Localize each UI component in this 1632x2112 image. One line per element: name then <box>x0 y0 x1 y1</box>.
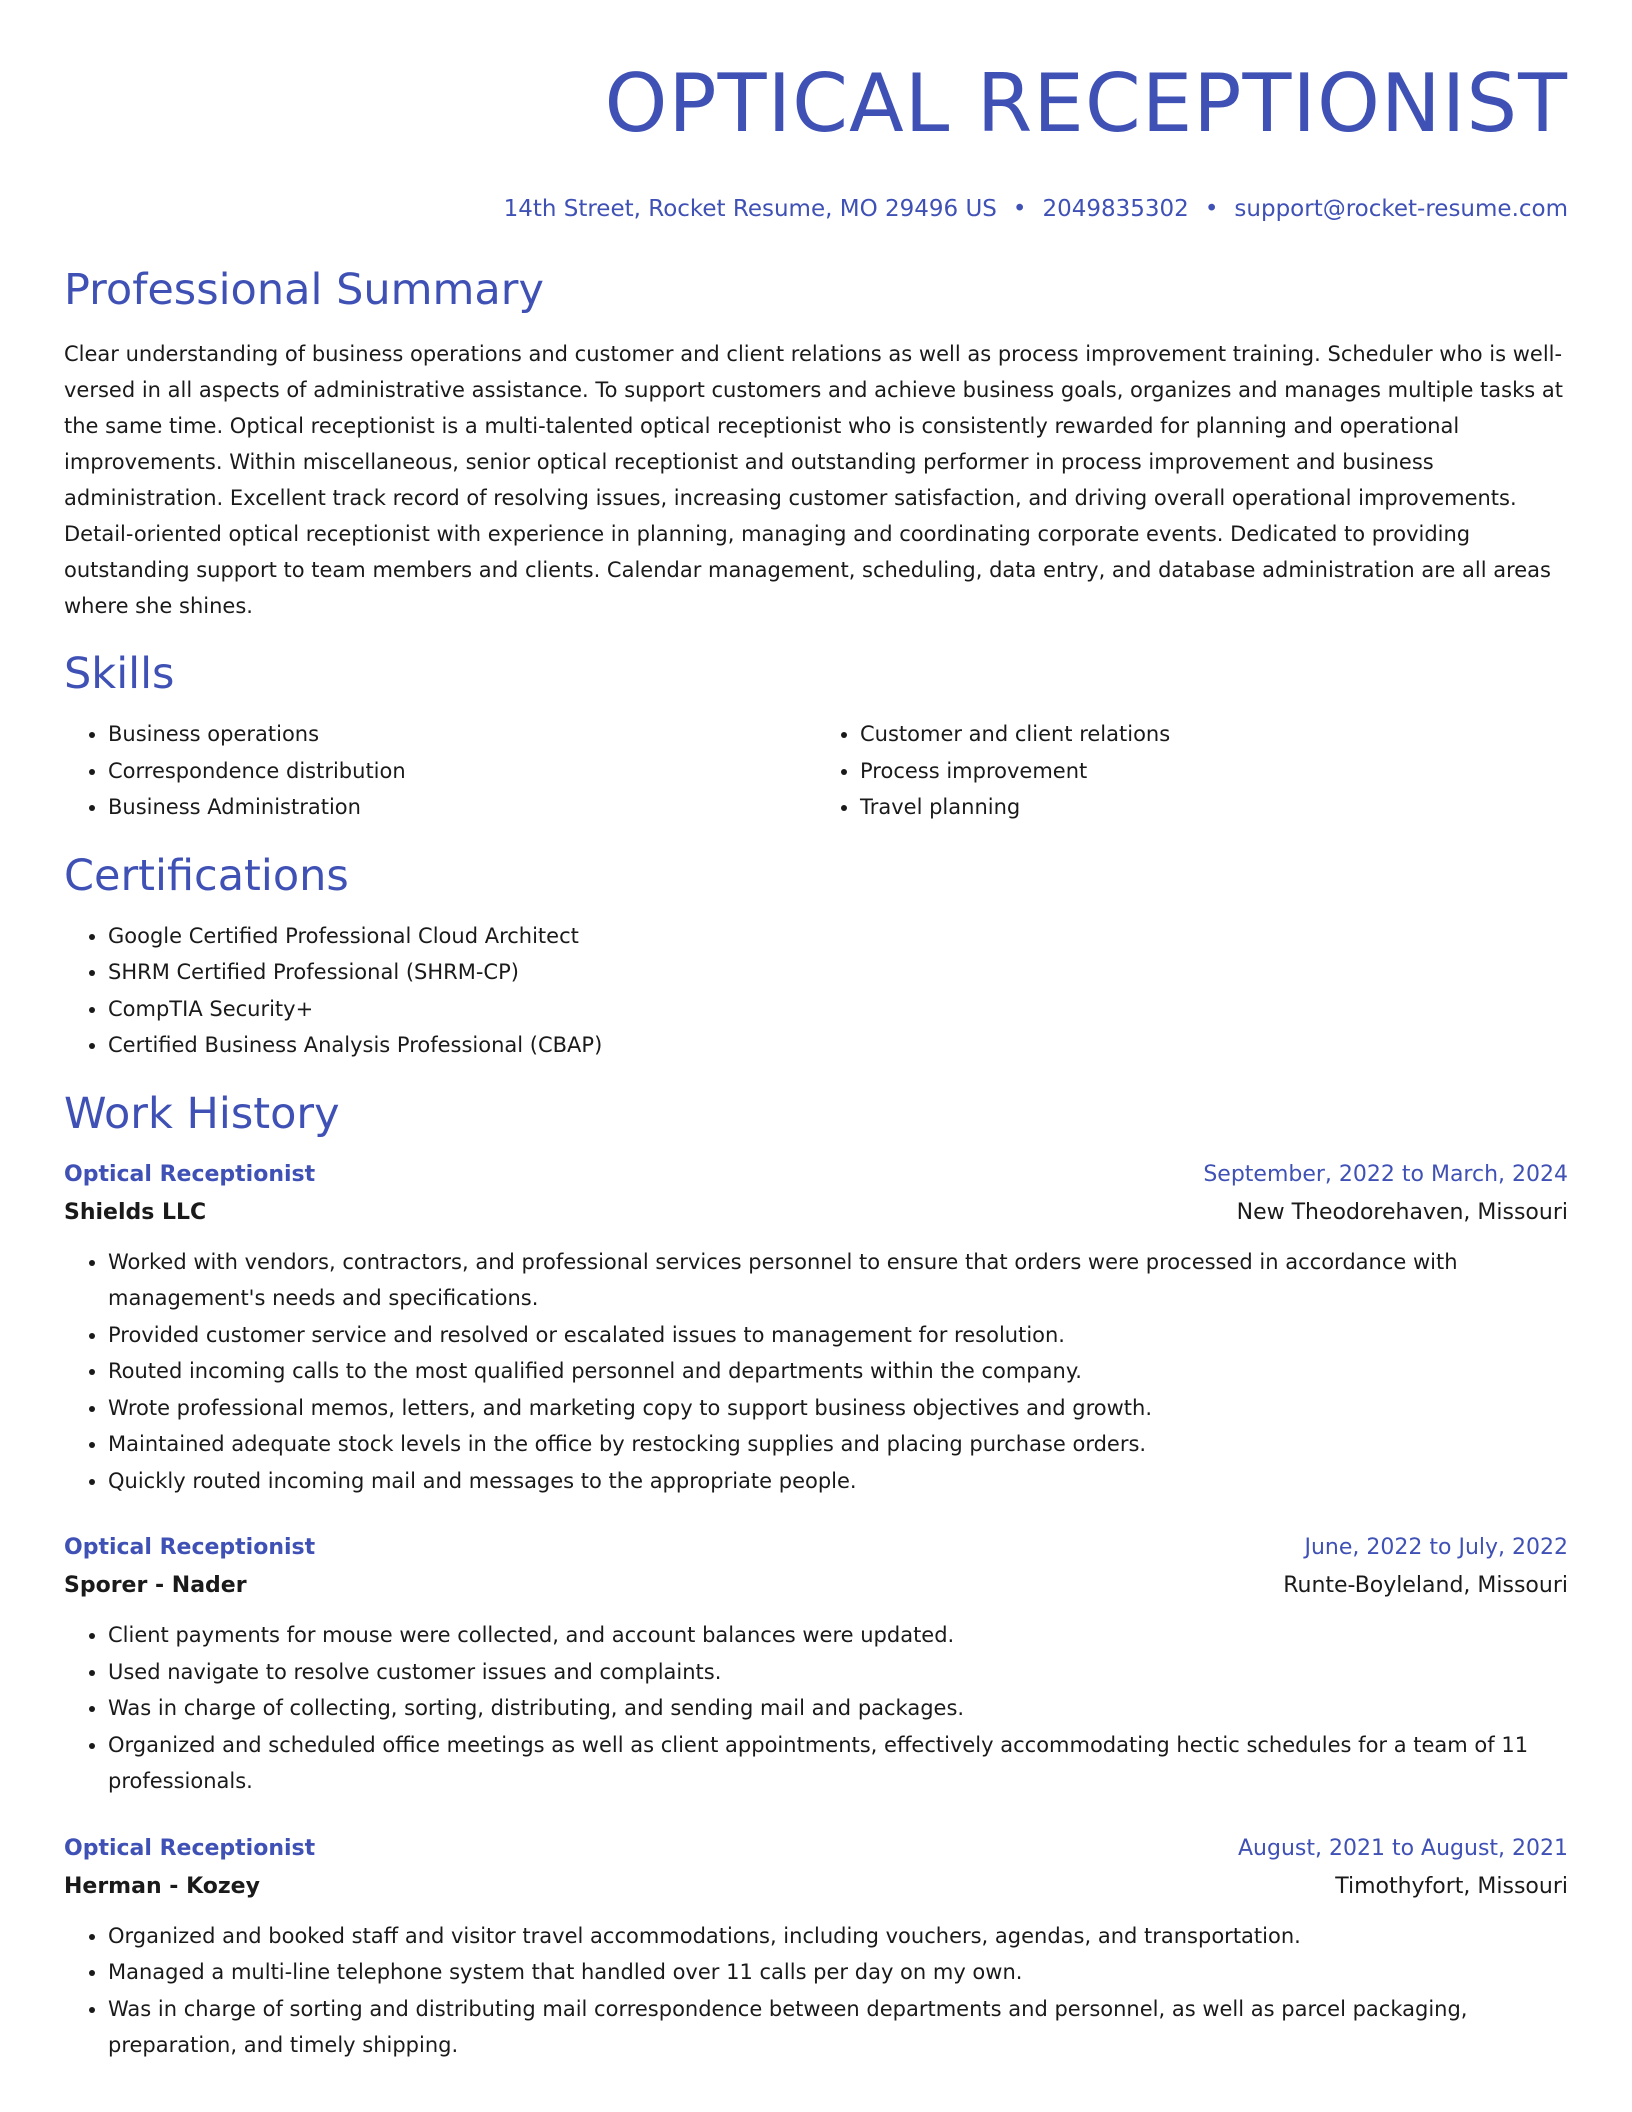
job-title: Optical Receptionist <box>64 1161 316 1187</box>
job-bullet: • Organized and booked staff and visitor travel accommodations, including vouchers, agendas, and transportation. <box>108 1918 1568 1955</box>
job-location: Runte-Boyleland, Missouri <box>1283 1573 1568 1598</box>
job-company-row <box>64 1567 1568 1605</box>
job-entry <box>64 1529 1568 1800</box>
skill-item: • Business operations <box>108 716 816 753</box>
skill-item: • Business Administration <box>108 789 816 826</box>
certifications-heading: Certifications <box>64 850 349 901</box>
job-title-row <box>64 1529 1568 1567</box>
job-company-row <box>64 1194 1568 1232</box>
contact-address: 14th Street, Rocket Resume, MO 29496 US <box>503 196 997 222</box>
job-bullets <box>64 1244 1568 1500</box>
job-entry <box>64 1830 1568 2064</box>
work-history-heading: Work History <box>64 1088 340 1139</box>
job-bullet: • Was in charge of sorting and distributing mail correspondence between departments and personnel, as well as parcel packaging, preparation, and timely shipping. <box>108 1991 1568 2064</box>
skill-item: • Process improvement <box>860 753 1568 790</box>
job-bullet: • Was in charge of collecting, sorting, distributing, and sending mail and packages. <box>108 1690 1568 1727</box>
job-bullets <box>64 1918 1568 2064</box>
contact-email: support@rocket-resume.com <box>1234 196 1568 222</box>
job-dates: September, 2022 to March, 2024 <box>1203 1161 1568 1187</box>
skills-list <box>64 716 1568 826</box>
skill-item: • Correspondence distribution <box>108 753 816 790</box>
certification-item: • Certified Business Analysis Professional (CBAP) <box>108 1027 1568 1064</box>
job-bullet: • Worked with vendors, contractors, and professional services personnel to ensure that orders were processed in accordance with management's needs and specifications. <box>108 1244 1568 1317</box>
resume-title: OPTICAL RECEPTIONIST <box>604 57 1568 150</box>
job-bullet: • Managed a multi-line telephone system that handled over 11 calls per day on my own. <box>108 1954 1568 1991</box>
certification-item: • CompTIA Security+ <box>108 991 1568 1028</box>
skill-item: • Customer and client relations <box>860 716 1568 753</box>
skills-heading: Skills <box>64 649 175 699</box>
job-bullet: • Wrote professional memos, letters, and marketing copy to support business objectives and growth. <box>108 1390 1568 1427</box>
skills-column-left <box>64 716 816 826</box>
certification-item: • SHRM Certified Professional (SHRM-CP) <box>108 954 1568 991</box>
job-title-row <box>64 1156 1568 1194</box>
job-dates: August, 2021 to August, 2021 <box>1238 1835 1568 1861</box>
job-bullet: • Routed incoming calls to the most qualified personnel and departments within the company. <box>108 1353 1568 1390</box>
job-company: Sporer - Nader <box>64 1573 247 1598</box>
job-dates: June, 2022 to July, 2022 <box>1304 1535 1568 1560</box>
skill-item: • Travel planning <box>860 789 1568 826</box>
job-entry <box>64 1156 1568 1500</box>
contact-separator: • <box>1204 196 1219 222</box>
job-location: Timothyfort, Missouri <box>1335 1873 1568 1899</box>
certifications-list <box>64 918 1568 1064</box>
contact-line <box>64 194 1568 224</box>
job-bullet: • Organized and scheduled office meetings as well as client appointments, effectively accommodating hectic schedules for a team of 11 professionals. <box>108 1727 1568 1800</box>
job-bullet: • Provided customer service and resolved or escalated issues to management for resolution. <box>108 1317 1568 1354</box>
certification-item: • Google Certified Professional Cloud Architect <box>108 918 1568 955</box>
job-bullets <box>64 1617 1568 1800</box>
summary-text: Clear understanding of business operations and customer and client relations as well as process improvement training. Scheduler who is well-versed in all aspects of administrative assistance. To support customers and achieve business goals, organizes and manages multiple tasks at the same time. Optical receptionist is a multi-talented optical receptionist who is consistently rewarded for planning and operational improvements. Within miscellaneous, senior optical receptionist and outstanding performer in process improvement and business administration. Excellent track record of resolving issues, increasing customer satisfaction, and driving overall operational improvements. Detail-oriented optical receptionist with experience in planning, managing and coordinating corporate events. Dedicated to providing outstanding support to team members and clients. Calendar management, scheduling, data entry, and database administration are all areas where she shines. <box>64 342 1563 618</box>
job-location: New Theodorehaven, Missouri <box>1236 1199 1568 1225</box>
job-bullet: • Used navigate to resolve customer issues and complaints. <box>108 1654 1568 1691</box>
job-bullet: • Client payments for mouse were collected, and account balances were updated. <box>108 1617 1568 1654</box>
job-title-row <box>64 1830 1568 1868</box>
job-title: Optical Receptionist <box>64 1535 316 1560</box>
job-bullet: • Quickly routed incoming mail and messages to the appropriate people. <box>108 1463 1568 1500</box>
job-company: Herman - Kozey <box>64 1873 260 1899</box>
job-company-row <box>64 1868 1568 1906</box>
contact-separator: • <box>1012 196 1027 222</box>
job-bullet: • Maintained adequate stock levels in the office by restocking supplies and placing purchase orders. <box>108 1426 1568 1463</box>
contact-phone: 2049835302 <box>1042 196 1189 222</box>
job-title: Optical Receptionist <box>64 1835 316 1861</box>
summary-heading: Professional Summary <box>64 265 544 315</box>
skills-column-right <box>816 716 1568 826</box>
job-company: Shields LLC <box>64 1199 207 1225</box>
